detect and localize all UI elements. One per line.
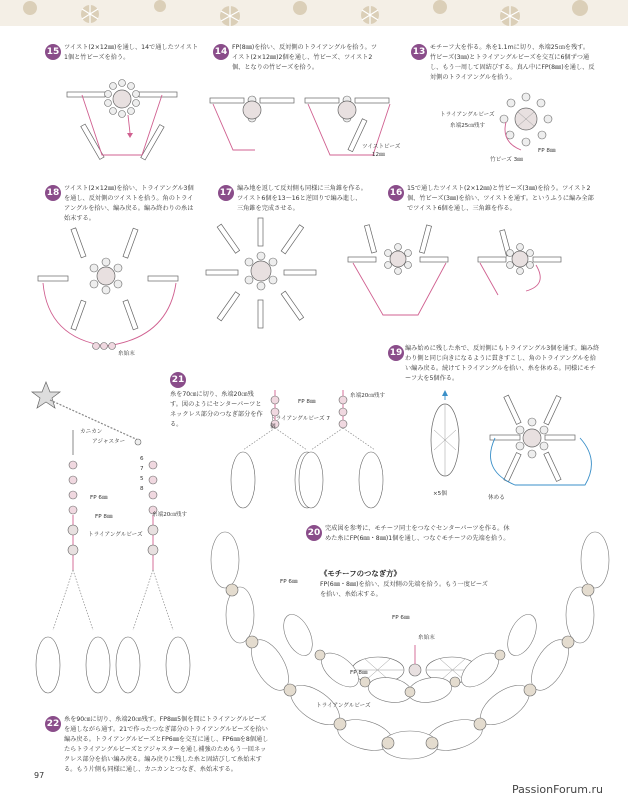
step-14-badge: 14 [213,44,229,60]
step-13-text: モチーフ大を作る。糸を1.1mに切り、糸端25㎝を残す。竹ビーズ(3㎜)とトライアングルビーズを交互に6個ずつ通し、もう一周して固結びする。真ん中にFP(8㎜)を通し、反対側のトライアングルを拾う。 [430,44,595,81]
diagram-step-21 [218,390,378,520]
step-19-text: 編み始めに残した糸で、反対側にもトライアングル3個を通す。編み終わり側と同じ向きになるように貫きすこし、角のトライアングルを拾い編み戻る。続けてトライアングルを拾い、糸を休める。同様にモチーフ大を5個作る。 [405,345,600,382]
label-fp8-21: FP 8㎜ [298,399,316,405]
label-kanikan: カニカン [80,429,103,435]
step-17-badge: 17 [218,185,234,201]
step-16-badge: 16 [388,185,404,201]
step-17-text: 編み地を返して反対側も同様に三角錐を作る。ツイスト6個を13〜16と逆回りで編み進し、三角錐を完成させる。 [237,185,367,212]
step-22-badge: 22 [45,716,61,732]
label-thread20-left: 糸端20㎝残す [152,512,188,518]
step-14-text: FP(8㎜)を拾い、反対側のトライアングルを拾う。ツイスト(2×12㎜)2個を通し、竹ビーズ、ツイスト2個、となりの竹ビーズを拾う。 [232,44,378,71]
subsection-title: 《モチーフのつなぎ方》 [320,569,401,578]
label-thread-finish-18: 糸始末 [118,351,135,357]
page-number: 97 [34,771,45,780]
label-num-5: 5 [140,476,144,482]
diagram-step-14 [205,90,395,170]
step-16-text: 15で通したツイスト(2×12㎜)と竹ビーズ(3㎜)を拾う。ツイスト2個、竹ビーズ(3㎜)を拾い、ツイストを通す。というふうに編み全部でツイスト6個を通し、三角錐を作る。 [407,185,594,212]
diagram-step-17 [206,218,316,328]
label-triangle-count: トライアングルビーズ 7個 [270,416,330,430]
label-num-8: 8 [140,486,144,492]
label-triangle-left: トライアングルビーズ [88,532,143,538]
subsection-text: FP(6㎜・8㎜)を拾い、反対側の先端を拾う。もう一度ビーズを拾い、糸始末する。 [320,581,488,598]
label-bottom-fp8: FP 8㎜ [350,670,368,676]
label-thread-25: 糸端25㎝残す [450,123,486,129]
step-21-text: 糸を70㎝に切り、糸端20㎝残す。図のようにセンターパーツとネックレス部分のつなぎ部分を作る。 [170,391,263,428]
label-bamboo-bead: 竹ビーズ 3㎜ [490,157,523,163]
label-triangle-bead-13: トライアングルビーズ [440,112,495,118]
label-num-6: 6 [140,456,144,462]
step-13-badge: 13 [411,44,427,60]
step-18-badge: 18 [45,185,61,201]
label-sub-fp6: FP 6㎜ [392,615,410,621]
label-twist-bead: ツイストビーズ [362,144,401,150]
label-adjuster: アジャスター [92,439,126,445]
step-22-text: 糸を90㎝に切り、糸端20㎝残す。FP8㎜5個を間にトライアングルビーズを通しながら通す。21で作ったつなぎ部分のトライアングルビーズを拾い編み戻る。トライアングルビーズとFP6㎜を交互に通し、FP6㎜を8個通したらトライアングルビーズとアジャスターを通し補強のためもう一回ネックレス部分を拾い編み戻る。編み戻りに残した糸と固結びして糸始末する。もう片側も同様に通し、カニカンとつなぎ、糸始末する。 [64,716,269,773]
label-twist-size: 12㎜ [372,152,385,158]
step-15-badge: 15 [45,44,61,60]
diagram-step-19 [420,390,610,500]
step-15-text: ツイスト(2×12㎜)を通し、14で通したツイスト1個と竹ビーズを拾う。 [64,44,199,61]
label-times5: ×5個 [433,491,447,497]
step-20-badge: 20 [306,525,322,541]
snowflake-banner [0,0,628,26]
label-num-7: 7 [140,466,144,472]
label-sub-finish: 糸始末 [418,635,435,641]
step-19-badge: 19 [388,345,404,361]
label-fp8-13: FP 8㎜ [538,148,556,154]
label-fp8-left: FP 8㎜ [95,514,113,520]
label-thread20-21: 糸端20㎝残す [350,393,386,399]
label-fp6-left: FP 6㎜ [90,495,108,501]
step-20-text: 完成図を参考に、モチーフ同士をつなぐセンターパーツを作る。休めた糸にFP(6㎜・8㎜)1個を通し、つなぐモチーフの先端を拾う。 [325,525,510,542]
label-fp6-necklace: FP 6㎜ [280,579,298,585]
diagram-step-16 [348,225,563,325]
label-bottom-triangle: トライアングルビーズ [316,703,371,709]
watermark-text: PassionForum.ru [512,783,603,796]
diagram-step-18 [38,228,188,358]
diagram-step-15 [62,75,182,165]
diagram-step-13 [496,92,556,152]
step-21-badge: 21 [170,372,186,388]
step-18-text: ツイスト(2×12㎜)を拾い、トライアングル3個を通し、反対側のツイストを拾う。角のトライアングルを拾い、編み戻る。編み終わりの糸は始末する。 [64,185,194,222]
label-rest: 休める [488,495,505,501]
